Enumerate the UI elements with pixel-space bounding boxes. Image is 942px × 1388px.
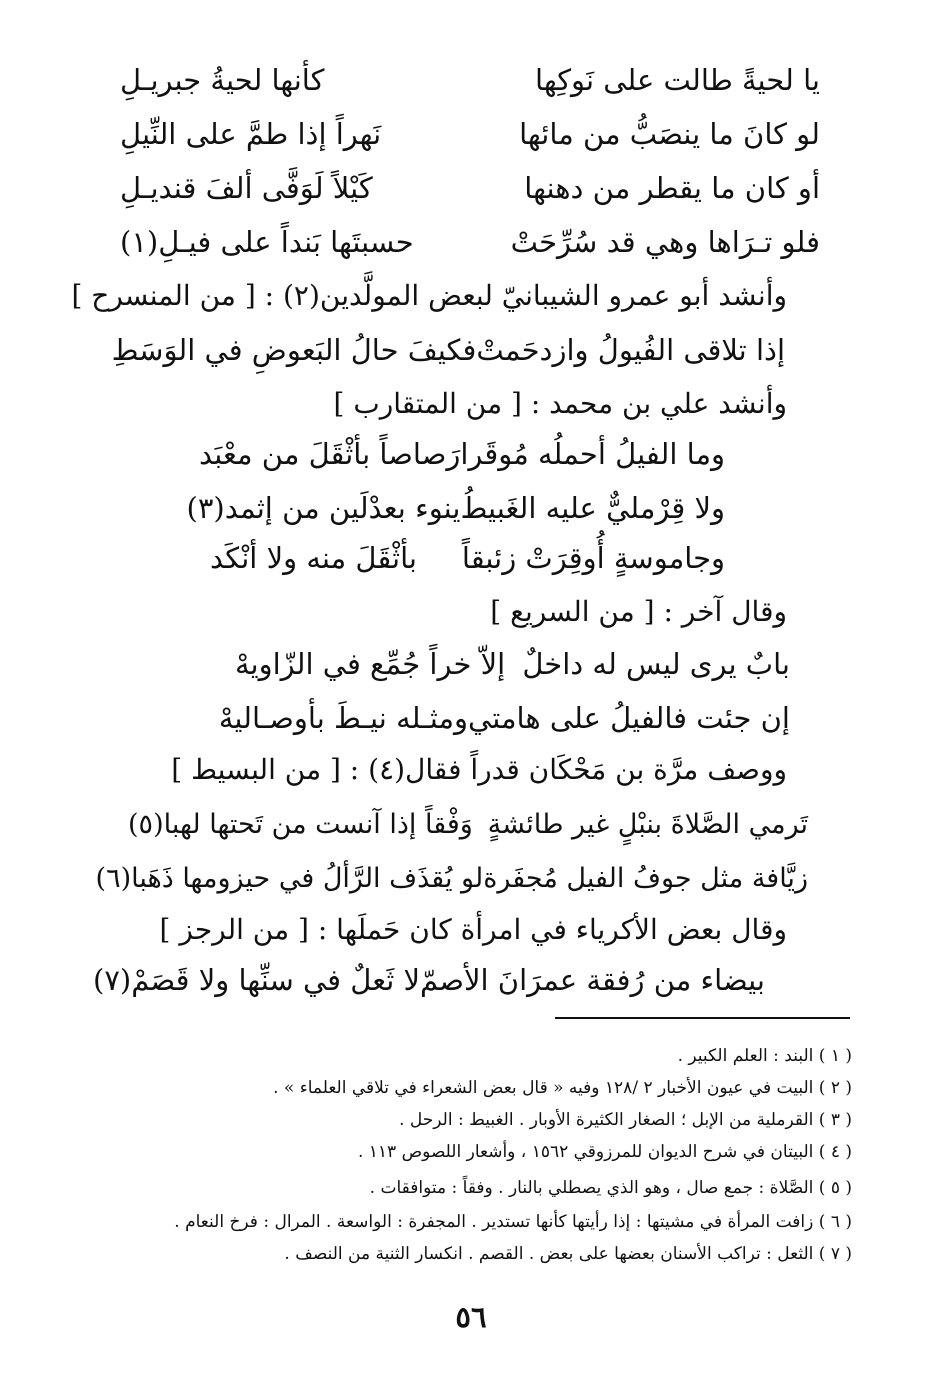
verse-line	[128, 796, 808, 852]
verse-second-hemistich: نَهراً إذا طمَّ على النِّيلِ	[120, 117, 382, 151]
verse-second-hemistich: رَصاصاً بأثْقَلَ من معْبَد	[199, 437, 461, 471]
footnote-separator	[555, 1017, 850, 1019]
verse-second-hemistich: كَيْلاً لَوَفَّى ألفَ قنديـلِ	[120, 171, 373, 205]
verse-line	[210, 530, 725, 586]
prose-intro: وأنشد أبو عمرو الشيبانيّ لبعض المولَّدين(٢) : [ من المنسرح ]	[71, 279, 787, 312]
prose-intro: وقال بعض الأكرياء في امرأة كان حَملَها : [ من الرجز ]	[159, 913, 787, 946]
verse-first-hemistich: لو كانَ ما ينصَبُّ من مائها	[519, 117, 820, 151]
verse-line	[93, 952, 765, 1008]
verse-first-hemistich: إن جئت فالفيلُ على هامتي	[468, 701, 790, 735]
prose-intro: وأنشد علي بن محمد : [ من المتقارب ]	[333, 387, 787, 420]
verse-second-hemistich: لا ثَعلٌ في سنِّها ولا قَصَمْ(٧)	[93, 963, 421, 997]
verse-second-hemistich: بأثْقَلَ منه ولا أنْكَد	[210, 541, 418, 575]
verse-line	[120, 214, 820, 270]
verse-first-hemistich: ولا قِرْمليٌّ عليه الغَبيطُ	[460, 491, 725, 525]
prose-intro: ووصف مرَّة بن مَحْكَان قدراً فقال(٤) : [ من البسيط ]	[171, 753, 787, 786]
verse-first-hemistich: بيضاء من رُفقة عمرَانَ الأصمّ	[420, 963, 765, 997]
verse-line	[186, 480, 725, 536]
verse-first-hemistich: تَرمي الصَّلاةَ بنبْلٍ غير طائشةٍ	[487, 808, 808, 840]
footnote: ( ٥ ) الصَّلاة : جمع صال ، وهو الذي يصطلي بالنار . وفقاً : متوافقات .	[369, 1178, 852, 1198]
verse-first-hemistich: وجاموسةٍ أُوقِرَتْ زئبقاً	[461, 541, 725, 575]
verse-line	[199, 426, 725, 482]
footnote: ( ٧ ) الثعل : تراكب الأسنان بعضها على بعض . القصم . انكسار الثنية من النصف .	[284, 1244, 852, 1264]
verse-first-hemistich: زيَّافة مثل جوفُ الفيل مُجفَرة	[483, 862, 808, 894]
footnote: ( ٤ ) البيتان في شرح الديوان للمرزوقي ١٥٦٢ ، وأشعار اللصوص ١١٣ .	[357, 1142, 852, 1162]
verse-second-hemistich: ينوء بعدْلَين من إثمد(٣)	[186, 491, 461, 525]
page-number: ٥٦	[455, 1300, 487, 1334]
verse-second-hemistich: كأنها لحيةُ جبريـلِ	[120, 63, 325, 97]
footnote: ( ٢ ) البيت في عيون الأخبار ٢ /١٢٨ وفيه « قال بعض الشعراء في تلاقي العلماء » .	[273, 1078, 852, 1098]
verse-first-hemistich: يا لحيةً طالت على نَوكِها	[534, 63, 820, 97]
verse-second-hemistich: إلاّ خراً جُمِّع في الزّاويهْ	[235, 647, 506, 681]
verse-line	[120, 160, 820, 216]
verse-line	[218, 690, 790, 746]
verse-first-hemistich: فلو تـرَاها وهي قد سُرِّحَتْ	[510, 225, 820, 259]
verse-line	[120, 52, 820, 108]
prose-intro: وقال آخر : [ من السريع ]	[490, 595, 787, 628]
verse-second-hemistich: حسبتَها بَنداً على فيـلِ(١)	[120, 225, 414, 259]
verse-first-hemistich: إذا تلاقى الفُيولُ وازدحَمتْ	[476, 333, 785, 367]
verse-second-hemistich: لو يُقذَف الرَّألُ في حيزومها ذَهَبا(٦)	[95, 862, 484, 894]
verse-second-hemistich: فكيفَ حالُ البَعوضِ في الوَسَطِ	[111, 333, 477, 367]
verse-line	[120, 106, 820, 162]
verse-first-hemistich: وما الفيلُ أحملُه مُوقَرا	[460, 437, 725, 471]
verse-line	[95, 850, 808, 906]
verse-second-hemistich: ومثـله نيـطَ بأوصـاليهْ	[218, 701, 469, 735]
verse-first-hemistich: أو كان ما يقطر من دهنها	[524, 171, 820, 205]
footnote: ( ٦ ) زافت المرأة في مشيتها : إذا رأيتها كأنها تستدير . المجفرة : الواسعة . المرال : فرخ النعام .	[174, 1212, 852, 1232]
footnote: ( ١ ) البند : العلم الكبير .	[677, 1046, 852, 1066]
verse-first-hemistich: بابٌ يرى ليس له داخلٌ	[522, 647, 790, 681]
verse-line	[235, 636, 790, 692]
verse-line	[111, 322, 785, 378]
footnote: ( ٣ ) القرملية من الإبل ؛ الصغار الكثيرة الأوبار . الغبيط : الرحل .	[399, 1110, 852, 1130]
verse-second-hemistich: وَفْقاً إذا آنست من تَحتها لهبا(٥)	[128, 808, 473, 840]
